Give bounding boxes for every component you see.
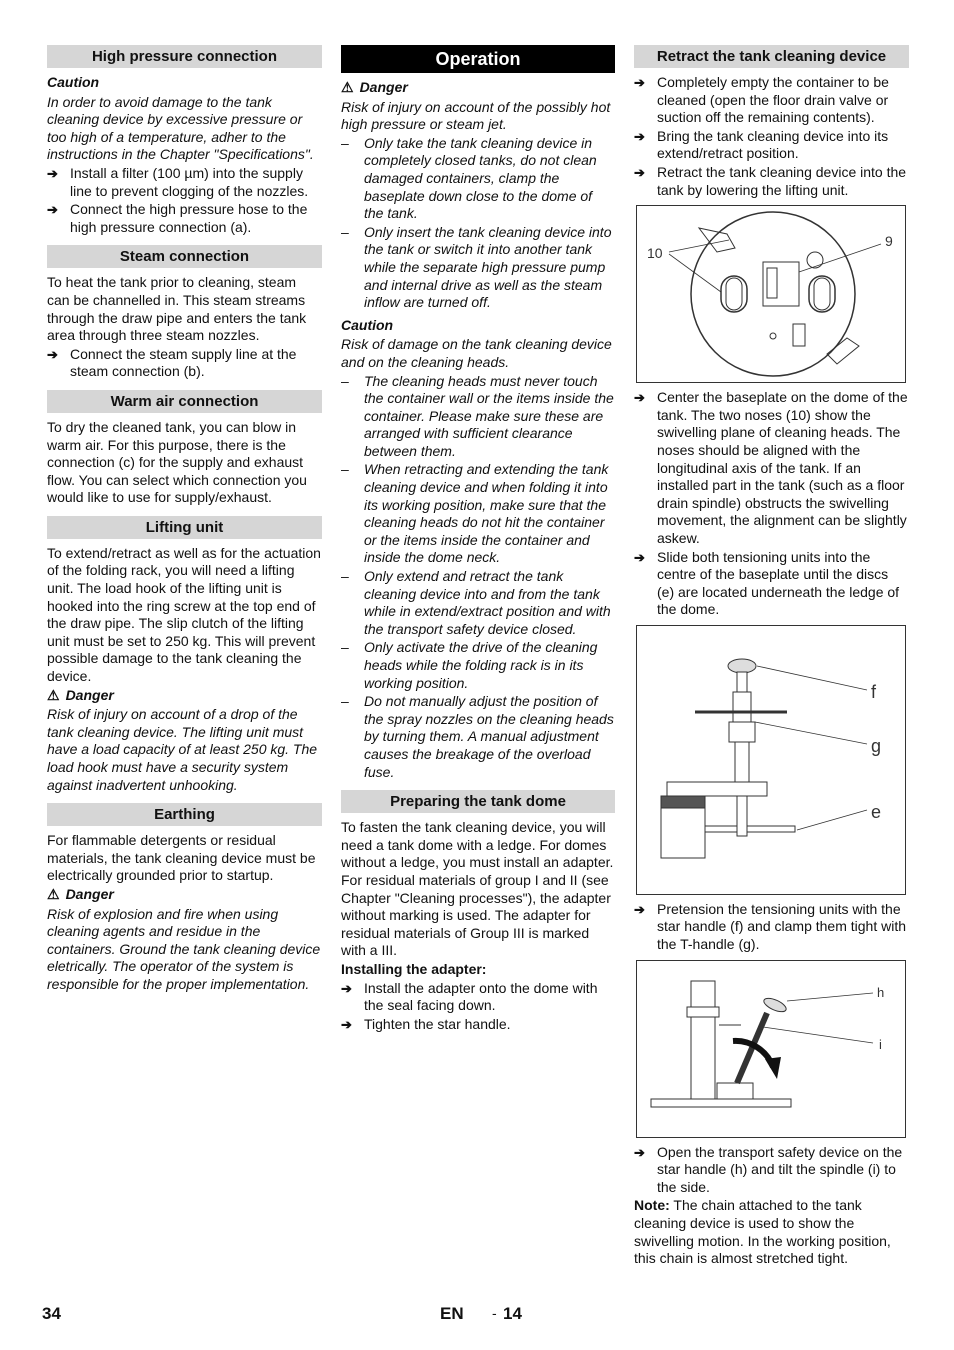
step-item: ➔ Retract the tank cleaning device into the tank by lowering the lifting unit. [634, 164, 909, 199]
danger-item: – Only insert the tank cleaning device into the tank or switch it into another tank while the separate high pressure pump and internal drive as well as the steam inflow are turned off. [341, 224, 615, 312]
figure-tensioning-unit [636, 625, 906, 895]
step-item: ➔ Install a filter (100 µm) into the supply line to prevent clogging of the nozzles. [47, 165, 322, 200]
figure-baseplate [636, 205, 906, 383]
column-middle [341, 45, 615, 1034]
danger-text: Risk of injury on account of a drop of the tank cleaning device. The lifting unit must have a load capacity of at least 250 kg. The load hook must have a security system against inadvertent unhooking. [47, 706, 318, 793]
label-f: f [871, 681, 877, 702]
step-item: ➔ Connect the high pressure hose to the high pressure connection (a). [47, 201, 322, 236]
paragraph: For flammable detergents or residual materials, the tank cleaning device must be electrically grounded prior to startup. [47, 832, 316, 884]
step-item: ➔ Slide both tensioning units into the centre of the baseplate until the discs (e) are located underneath the ledge of the dome. [634, 549, 909, 619]
step-item: ➔ Connect the steam supply line at the steam connection (b). [47, 346, 322, 381]
danger-label: Danger [65, 686, 114, 703]
danger-item: – Only take the tank cleaning device in completely closed tanks, do not clean damaged containers, clamp the baseplate down close to the dome of the tank. [341, 135, 615, 223]
section-heading-earthing: Earthing [47, 803, 322, 826]
caution-label: Caution [341, 316, 394, 333]
section-heading-high-pressure: High pressure connection [47, 45, 322, 68]
column-left [47, 45, 322, 995]
step-item: ➔ Completely empty the container to be cleaned (open the floor drain valve or suction off the remaining contents). [634, 74, 909, 127]
caution-item: – Do not manually adjust the position of the spray nozzles on the cleaning heads by turning them. A manual adjustment causes the breakage of the overload fuse. [341, 693, 615, 781]
language-code: EN [440, 1304, 464, 1323]
caution-item: – When retracting and extending the tank cleaning device and when folding it into its working position, make sure that the cleaning heads do not hit the container or the items inside the container and inside the dome neck. [341, 461, 615, 567]
danger-label-row [47, 687, 322, 705]
caution-item: – The cleaning heads must never touch the container wall or the items inside the container. Please make sure these are arranged with sufficient clearance between them. [341, 373, 615, 461]
paragraph: To fasten the tank cleaning device, you will need a tank dome with a ledge. For domes without a ledge, you must install an adapter. For residual materials of group I and II (see Chapter "Cleaning processes"), the adapter without marking is used. The adapter for residual materials of Group III is marked with a III. [341, 819, 614, 959]
step-item: ➔ Center the baseplate on the dome of the tank. The two noses (10) show the swivelling plane of cleaning heads. The noses should be aligned with the longitudinal axis of the tank. If an installed part in the tank (such as a floor drain spindle) obstructs the swivelling movement, the alignment can be slightly askew. [634, 389, 909, 547]
paragraph: To dry the cleaned tank, you can blow in warm air. For this purpose, there is the connection (c) for the supply and exhaust flow. You can select which connection you would like to use for supply/exhaust. [47, 418, 307, 506]
label-10: 10 [647, 245, 663, 262]
footer-separator: - [492, 1305, 497, 1321]
danger-text: Risk of injury on account of the possibly hot high pressure or steam jet. [341, 98, 611, 133]
label-9: 9 [885, 233, 893, 250]
step-item: ➔ Tighten the star handle. [341, 1016, 615, 1034]
transport-safety-illustration [637, 961, 905, 1137]
note-label: Note: [634, 1197, 670, 1214]
danger-label: Danger [65, 885, 114, 902]
subheading-installing-adapter: Installing the adapter: [341, 960, 487, 977]
caution-label: Caution [47, 74, 100, 90]
chapter-heading-operation: Operation [341, 45, 615, 73]
warning-triangle-icon: ⚠ [341, 79, 354, 95]
note-text: The chain attached to the tank cleaning device is used to show the swivelling motion. In the working position, this chain is almost stretched tight. [634, 1197, 891, 1267]
section-heading-lifting-unit: Lifting unit [47, 516, 322, 539]
caution-text: Risk of damage on the tank cleaning device and on the cleaning heads. [341, 336, 612, 370]
danger-label: Danger [359, 79, 408, 95]
step-item: ➔ Open the transport safety device on the star handle (h) and tilt the spindle (i) to the side. [634, 1144, 909, 1197]
label-h: h [877, 984, 885, 1000]
label-g: g [871, 735, 882, 756]
step-item: ➔ Install the adapter onto the dome with the seal facing down. [341, 980, 615, 1015]
baseplate-illustration [637, 206, 905, 382]
page-number: 34 [42, 1304, 61, 1323]
caution-item: – Only extend and retract the tank cleaning device into and from the tank while in extend/extract position and with the transport safety device closed. [341, 568, 615, 638]
column-right [634, 45, 909, 1269]
tensioning-unit-illustration [637, 626, 905, 894]
warning-triangle-icon: ⚠ [47, 686, 60, 703]
section-heading-warm-air: Warm air connection [47, 390, 322, 413]
danger-label-row [341, 79, 615, 97]
step-item: ➔ Bring the tank cleaning device into its extend/retract position. [634, 128, 909, 163]
label-e: e [871, 801, 882, 822]
figure-transport-safety [636, 960, 906, 1138]
warning-triangle-icon: ⚠ [47, 885, 60, 902]
danger-label-row [47, 886, 322, 904]
paragraph: To heat the tank prior to cleaning, steam can be channelled in. This steam streams through the draw pipe and enters the tank area through three steam nozzles. [47, 274, 307, 344]
step-item: ➔ Pretension the tensioning units with the star handle (f) and clamp them tight with the T-handle (g). [634, 901, 909, 954]
section-page-number: 14 [503, 1304, 522, 1323]
caution-text: In order to avoid damage to the tank cleaning device by excessive pressure or too high of a temperature, adher to the instructions in the Chapter "Specifications". [47, 93, 314, 163]
section-heading-steam: Steam connection [47, 245, 322, 268]
section-heading-retract: Retract the tank cleaning device [634, 45, 909, 68]
note-paragraph [634, 1197, 909, 1267]
section-heading-tank-dome: Preparing the tank dome [341, 790, 615, 813]
caution-item: – Only activate the drive of the cleaning heads while the folding rack is in its working position. [341, 639, 615, 692]
paragraph: To extend/retract as well as for the actuation of the folding rack, you will need a lifting unit. The load hook of the lifting unit is hooked into the ring screw at the top end of the draw pipe. The slip clutch of the lifting unit must be set to 250 kg. This will prevent possible damage to the tank cleaning the device. [47, 544, 321, 685]
danger-text: Risk of explosion and fire when using cleaning agents and residue in the containers. Ground the tank cleaning device eletrically. The operator of the system is responsible for the proper implementation. [47, 905, 321, 992]
label-i: i [879, 1036, 882, 1052]
